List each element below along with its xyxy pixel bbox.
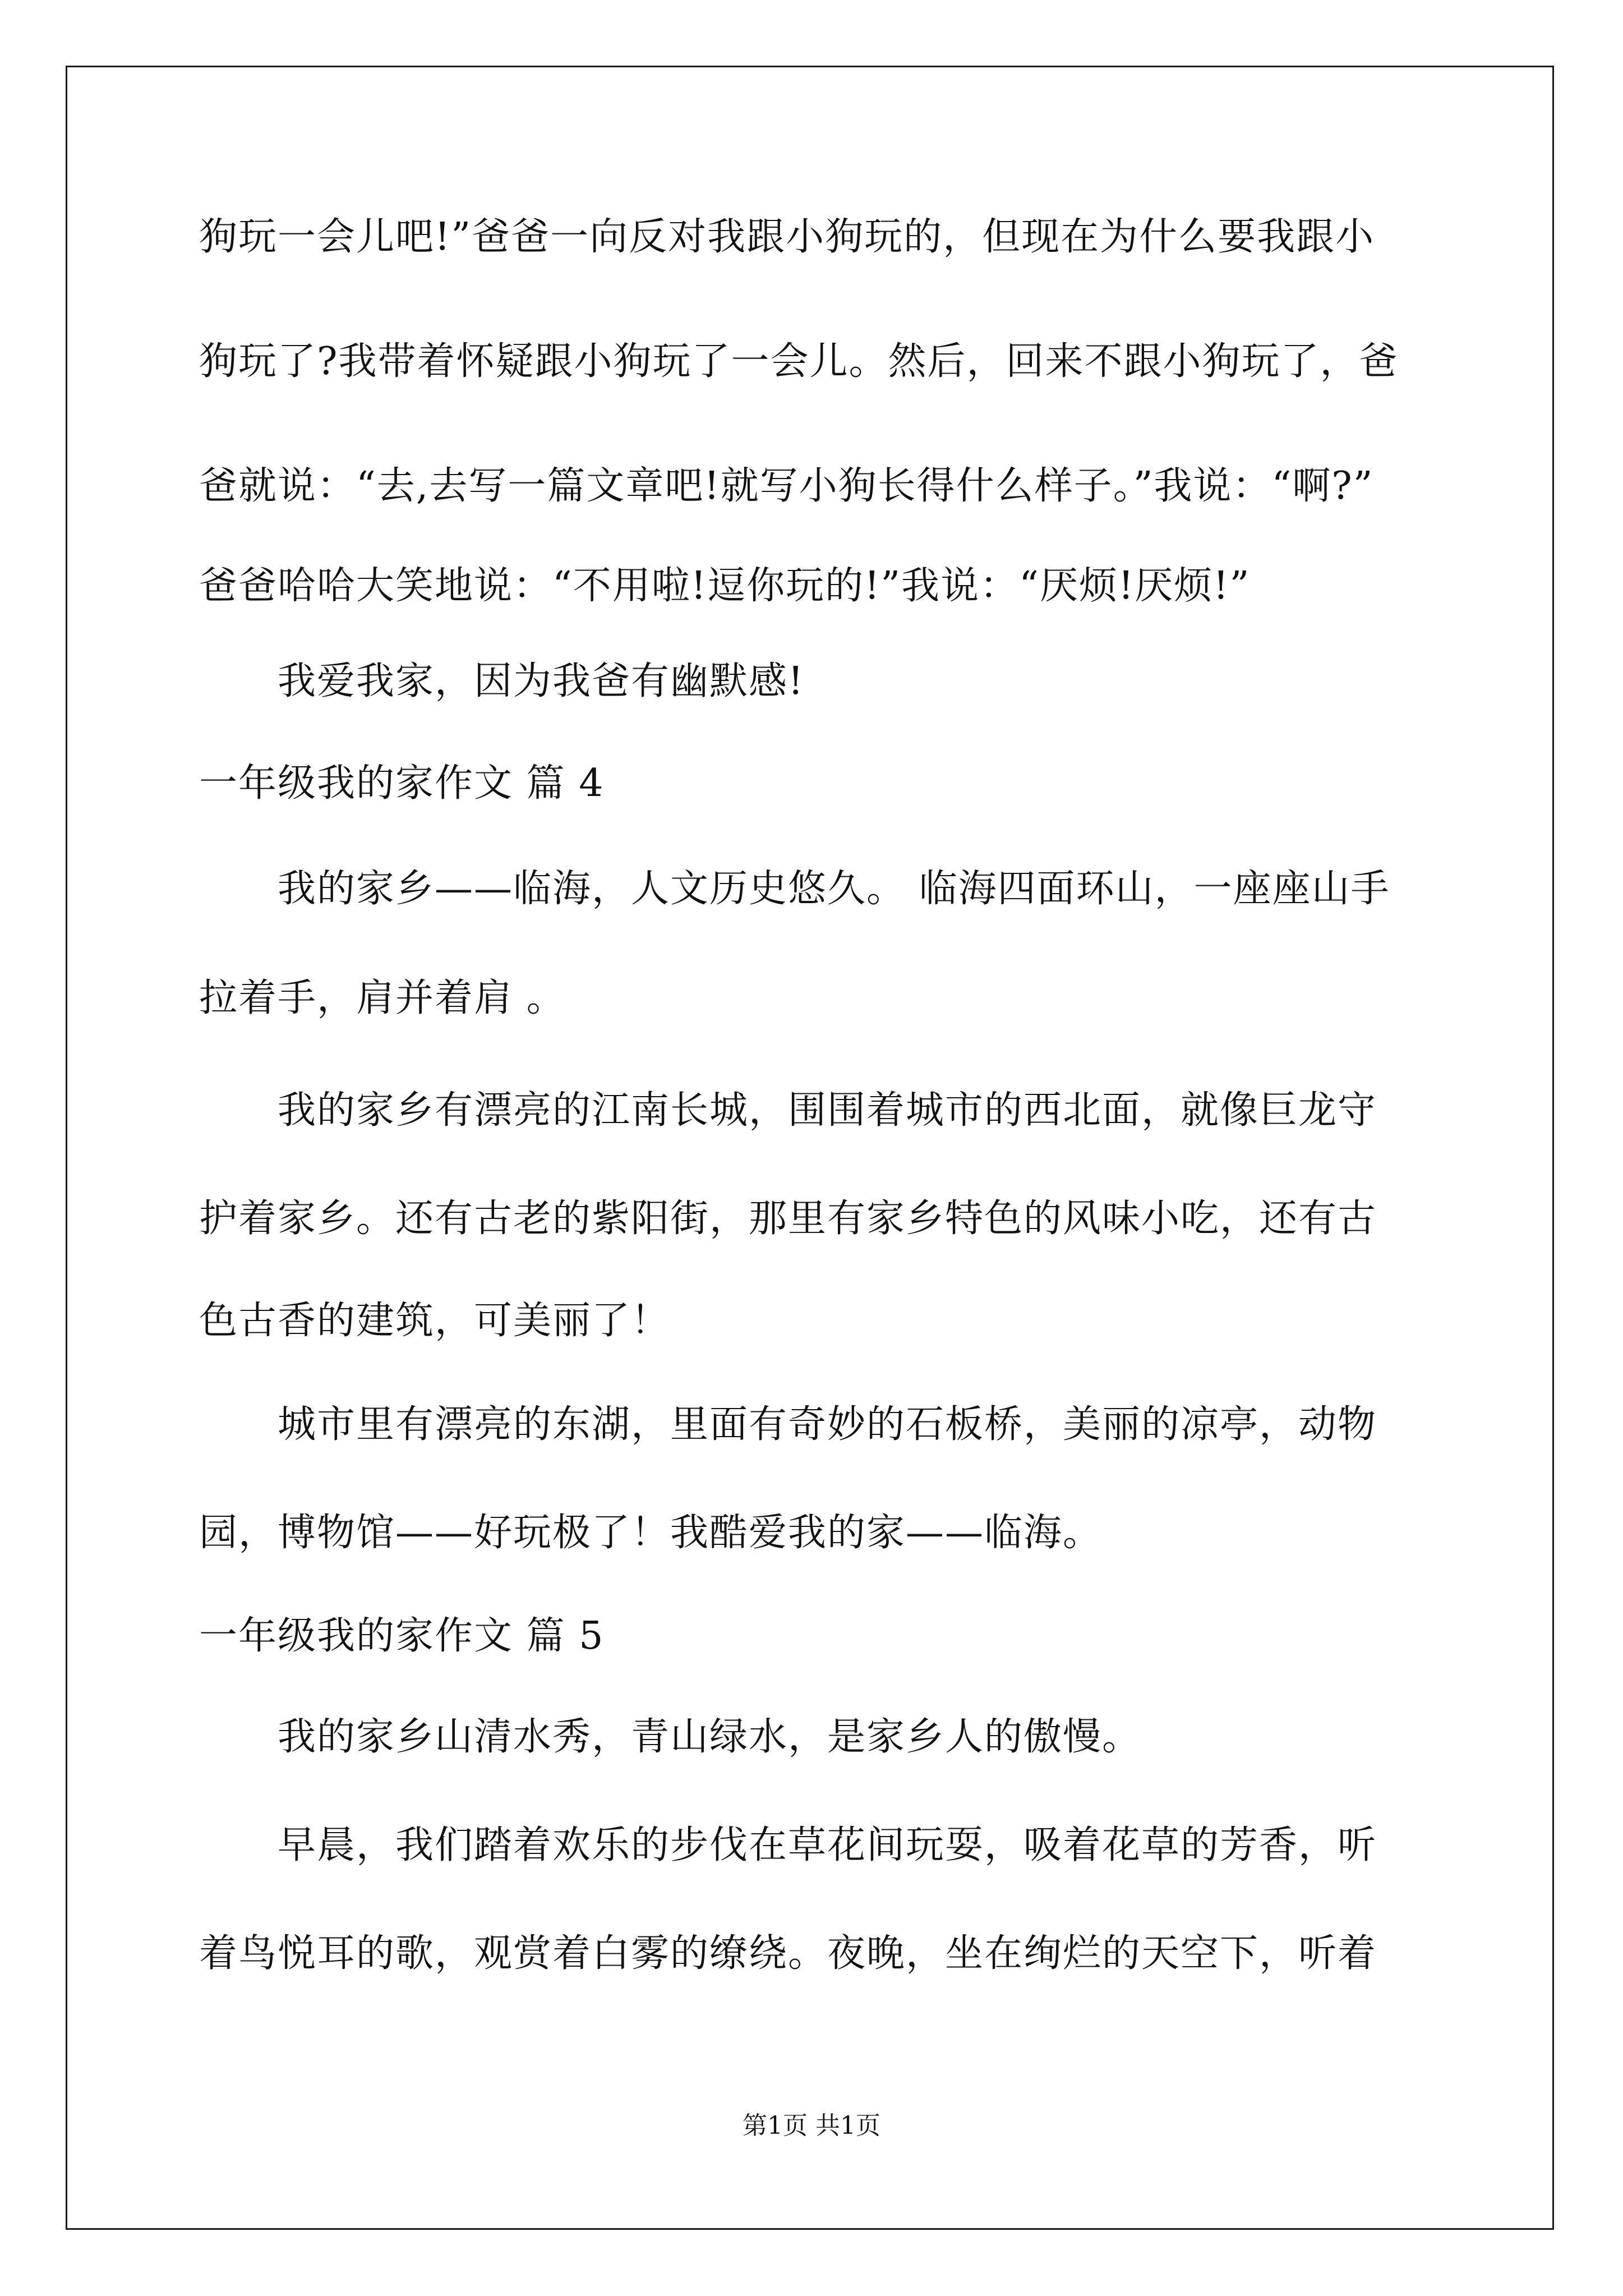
- paragraph-line: 我的家乡——临海，人文历史悠久。 临海四面环山，一座座山手: [278, 867, 1390, 911]
- paragraph-line: 我的家乡山清水秀，青山绿水，是家乡人的傲慢。: [278, 1715, 1142, 1759]
- paragraph-line: 城市里有漂亮的东湖，里面有奇妙的石板桥，美丽的凉亭，动物: [278, 1402, 1377, 1447]
- paragraph-line: 我爱我家，因为我爸有幽默感!: [278, 659, 805, 703]
- page-footer: 第1页 共1页: [743, 2111, 880, 2140]
- paragraph-line: 色古香的建筑，可美丽了！: [199, 1299, 671, 1343]
- section-heading: 一年级我的家作文 篇 4: [199, 761, 605, 806]
- paragraph-line: 我的家乡有漂亮的江南长城，围围着城市的西北面，就像巨龙守: [278, 1088, 1377, 1133]
- paragraph-line: 园，博物馆——好玩极了！我酷爱我的家——临海。: [199, 1511, 1103, 1555]
- paragraph-line: 拉着手，肩并着肩 。: [199, 976, 566, 1020]
- paragraph-line: 着鸟悦耳的歌，观赏着白雾的缭绕。夜晚，坐在绚烂的天空下，听着: [199, 1931, 1377, 1976]
- paragraph-line: 爸爸哈哈大笑地说：“不用啦!逗你玩的!”我说：“厌烦!厌烦!”: [199, 564, 1251, 608]
- paragraph-line: 狗玩一会儿吧!”爸爸一向反对我跟小狗玩的，但现在为什么要我跟小: [199, 215, 1375, 259]
- section-heading: 一年级我的家作文 篇 5: [199, 1614, 605, 1658]
- paragraph-line: 爸就说：“去,去写一篇文章吧!就写小狗长得什么样子。”我说：“啊?”: [199, 464, 1374, 508]
- page-border: [66, 66, 1554, 2230]
- paragraph-line: 护着家乡。还有古老的紫阳街，那里有家乡特色的风味小吃，还有古: [199, 1197, 1377, 1241]
- paragraph-line: 早晨，我们踏着欢乐的步伐在草花间玩耍，吸着花草的芳香，听: [278, 1823, 1377, 1867]
- paragraph-line: 狗玩了?我带着怀疑跟小狗玩了一会儿。然后，回来不跟小狗玩了，爸: [199, 339, 1399, 384]
